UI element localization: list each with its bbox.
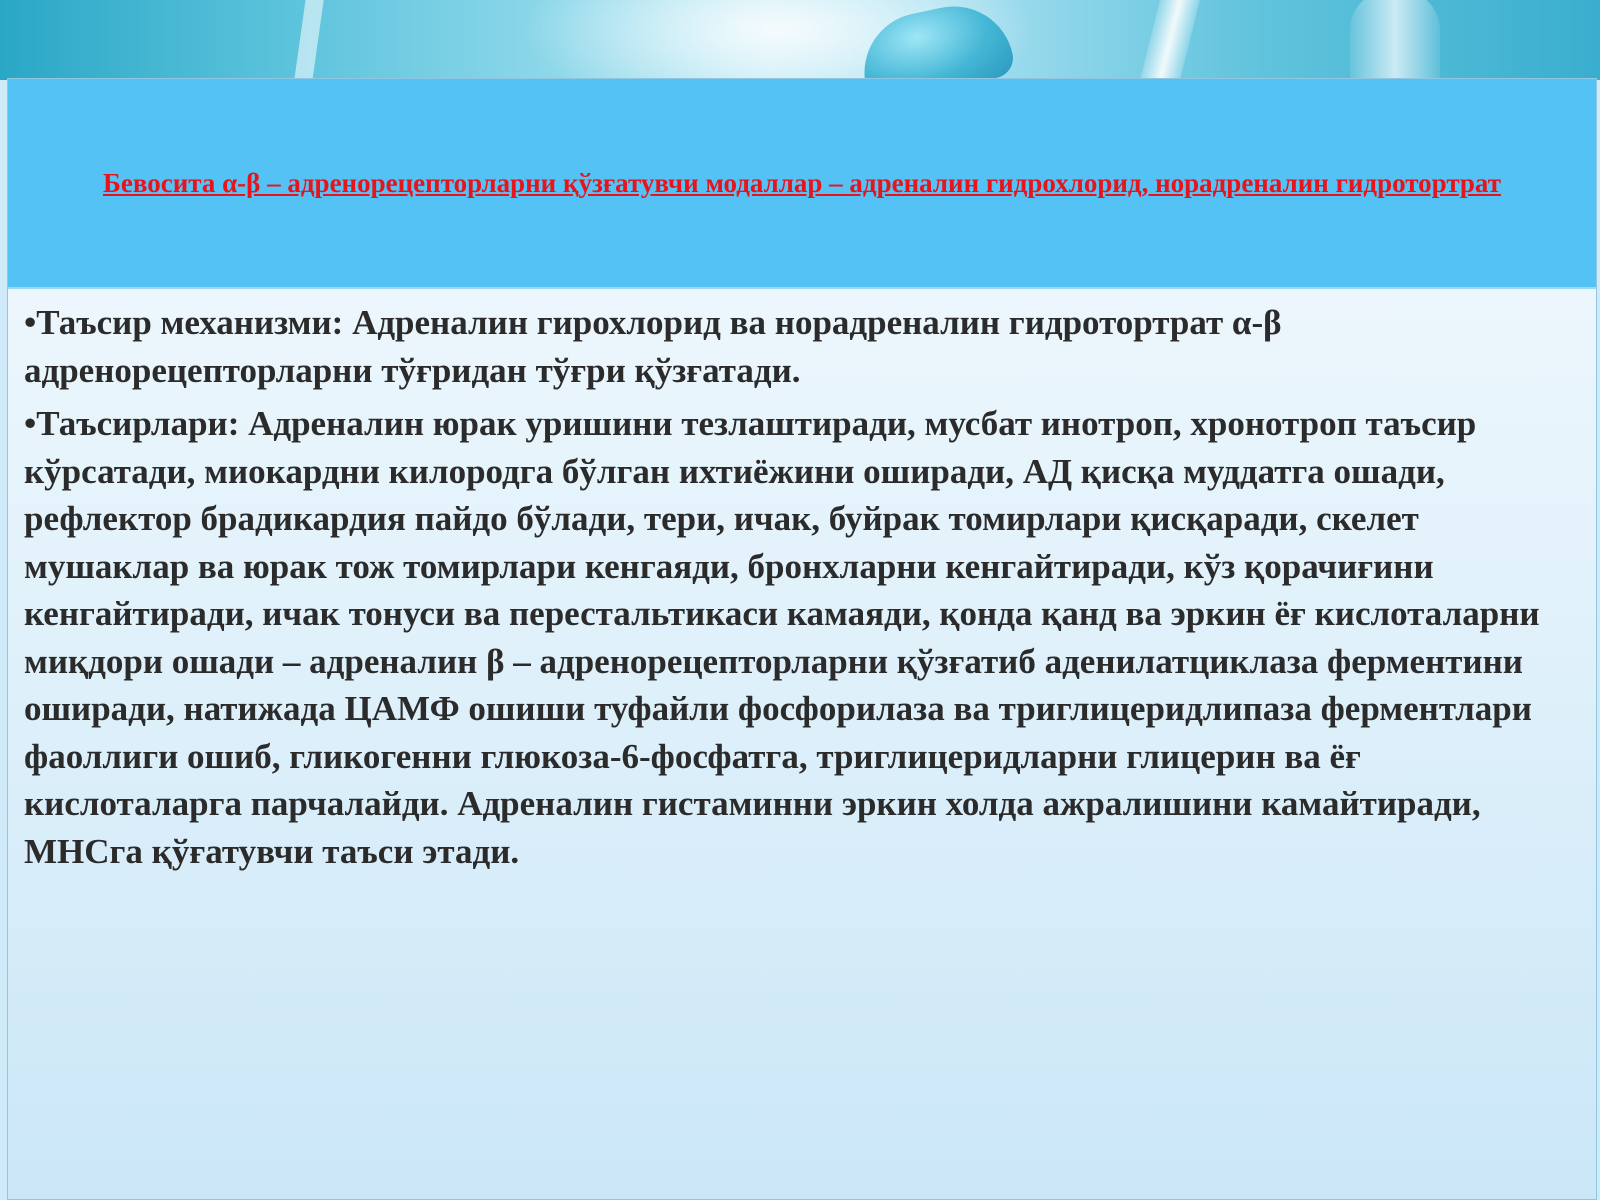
banner-glass [1135, 0, 1205, 80]
title-box [8, 79, 1596, 289]
slide-body [24, 299, 1584, 881]
paragraph-mechanism: •Таъсир механизми: Адреналин гирохлорид ва норадреналин гидротортрат α-β адренорецепторларни тўғридан тўғри қўзғатади. [24, 303, 1282, 390]
slide-title: Бевосита α-β – адренорецепторларни қўзғатувчи модаллар – адреналин гидрохлорид, норадреналин гидротортрат [103, 167, 1501, 198]
header-banner-image [0, 0, 1600, 80]
banner-test-tube [293, 0, 325, 80]
banner-flask [1350, 0, 1440, 80]
slide [7, 78, 1597, 1200]
paragraph-effects: •Таъсирлари: Адреналин юрак уришини тезлаштиради, мусбат инотроп, хронотроп таъсир кўрсатади, миокардни килородга бўлган ихтиёжини оширади, АД қисқа муддатга ошади, рефлектор брадикардия пайдо бўлади, тери, ичак, буйрак томирлари қисқаради, скелет мушаклар ва юрак тож томирлари кенгаяди, бронхларни кенгайтиради, кўз қорачиғини кенгайтиради, ичак тонуси ва перестальтикаси камаяди, қонда қанд ва эркин ёғ кислоталарни миқдори ошади – адреналин β – адренорецепторларни қўзғатиб аденилатциклаза ферментини оширади, натижада ЦАМФ ошиши туфайли фосфорилаза ва триглицеридлипаза ферментлари фаоллиги ошиб, гликогенни глюкоза-6-фосфатга, триглицеридларни глицерин ва ёғ кислоталарга парчалайди. Адреналин гистаминни эркин холда ажралишини камайтиради, МНСга қўғатувчи таъси этади. [24, 404, 1540, 871]
